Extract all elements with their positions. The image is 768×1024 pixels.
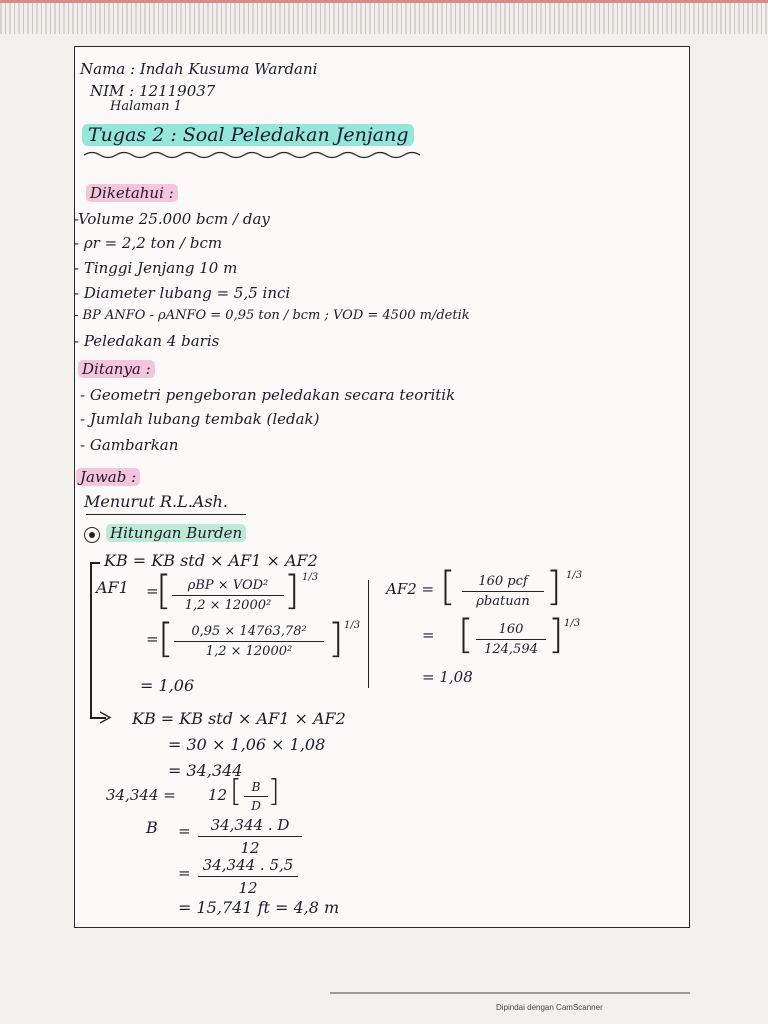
question-item: - Gambarkan xyxy=(80,436,179,454)
af1-numerator-2: 0,95 × 14763,78² xyxy=(191,624,307,639)
student-name: Nama : Indah Kusuma Wardani xyxy=(80,60,318,78)
diketahui-heading: Diketahui : xyxy=(86,184,178,202)
b-numerator-2: 34,344 . 5,5 xyxy=(202,856,294,874)
af1-eq: = xyxy=(146,582,159,600)
method-text: Menurut R.L.Ash. xyxy=(84,492,228,511)
question-item: - Jumlah lubang tembak (ledak) xyxy=(80,410,320,428)
divider-line xyxy=(368,580,369,688)
b-fraction xyxy=(198,816,302,857)
b-result: = 15,741 ft = 4,8 m xyxy=(178,898,340,917)
flow-line xyxy=(90,562,92,718)
b-numerator: 34,344 . D xyxy=(210,816,290,834)
b-denominator-2: 12 xyxy=(238,879,258,898)
bracket-right: ] xyxy=(548,612,564,658)
af1-fraction-2 xyxy=(174,624,324,659)
given-item: - ρr = 2,2 ton / bcm xyxy=(74,234,223,252)
kb-result: = 34,344 xyxy=(168,761,243,780)
eq5-numerator: B xyxy=(251,780,261,794)
exponent: 1/3 xyxy=(566,570,583,581)
eq5-left: 34,344 = xyxy=(106,786,176,804)
b-eq: = xyxy=(178,822,191,840)
kb-formula-2: KB = KB std × AF1 × AF2 xyxy=(132,709,346,728)
kb-formula: KB = KB std × AF1 × AF2 xyxy=(104,551,318,570)
given-item: -Volume 25.000 bcm / day xyxy=(74,210,270,228)
jawab-heading: Jawab : xyxy=(76,468,140,486)
given-item: - Peledakan 4 baris xyxy=(74,332,220,350)
bracket-left: [ xyxy=(458,612,474,658)
af1-label: AF1 xyxy=(96,578,129,597)
b-label: B xyxy=(146,818,158,837)
ditanya-heading: Ditanya : xyxy=(78,360,155,378)
given-item: - Tinggi Jenjang 10 m xyxy=(74,259,238,277)
af1-denominator-2: 1,2 × 12000² xyxy=(205,644,293,660)
af1-fraction xyxy=(172,578,284,613)
student-nim: NIM : 12119037 xyxy=(90,82,216,100)
given-item: - BP ANFO - ρANFO = 0,95 ton / bcm ; VOD = 4500 m/detik xyxy=(74,308,470,323)
af2-numerator-2: 160 xyxy=(498,622,524,637)
bracket-right: ] xyxy=(328,616,344,662)
af1-denominator: 1,2 × 12000² xyxy=(184,598,272,614)
flow-line-top xyxy=(90,562,100,564)
b-eq2: = xyxy=(178,864,191,882)
arrow-right-icon xyxy=(100,711,112,724)
bracket-right: ] xyxy=(546,564,562,610)
af1-eq2: = xyxy=(146,630,159,648)
exponent: 1/3 xyxy=(302,572,319,583)
step-bullet-icon xyxy=(84,527,100,543)
bracket-left: [ xyxy=(230,774,242,809)
b-fraction-2 xyxy=(198,856,298,897)
eq5-denominator: D xyxy=(251,799,261,814)
page-title: Tugas 2 : Soal Peledakan Jenjang xyxy=(82,124,414,146)
scanner-watermark: Dipindai dengan CamScanner xyxy=(496,1003,603,1012)
af2-result: = 1,08 xyxy=(422,668,473,686)
af2-label: AF2 = xyxy=(386,580,435,598)
b-denominator: 12 xyxy=(240,839,260,858)
af1-numerator: ρBP × VOD² xyxy=(187,578,269,593)
question-item: - Geometri pengeboran peledakan secara teoritik xyxy=(80,386,456,404)
af2-eq2: = xyxy=(422,626,435,644)
eq5-fraction xyxy=(244,780,268,813)
af2-fraction-2 xyxy=(476,622,546,657)
eq5-right: 12 xyxy=(208,786,228,804)
bracket-right: ] xyxy=(268,774,280,809)
title-underline xyxy=(84,150,424,160)
af2-denominator: ρbatuan xyxy=(476,594,530,610)
exponent: 1/3 xyxy=(344,620,361,631)
given-item: - Diameter lubang = 5,5 inci xyxy=(74,284,291,302)
af1-result: = 1,06 xyxy=(140,676,195,695)
af2-fraction xyxy=(462,574,544,609)
af2-denominator-2: 124,594 xyxy=(484,642,538,658)
method-underline xyxy=(86,514,246,515)
exponent: 1/3 xyxy=(564,618,581,629)
binder-edge xyxy=(0,0,768,34)
binder-red-edge xyxy=(0,0,768,3)
bracket-left: [ xyxy=(158,616,174,662)
step-heading: Hitungan Burden xyxy=(106,524,246,542)
bracket-right: ] xyxy=(284,568,300,614)
kb-substitution: = 30 × 1,06 × 1,08 xyxy=(168,735,326,754)
af2-numerator: 160 pcf xyxy=(478,574,528,589)
bracket-left: [ xyxy=(156,568,172,614)
page-number: Halaman 1 xyxy=(110,99,182,114)
bracket-left: [ xyxy=(440,564,456,610)
page-bottom-edge xyxy=(330,992,690,994)
